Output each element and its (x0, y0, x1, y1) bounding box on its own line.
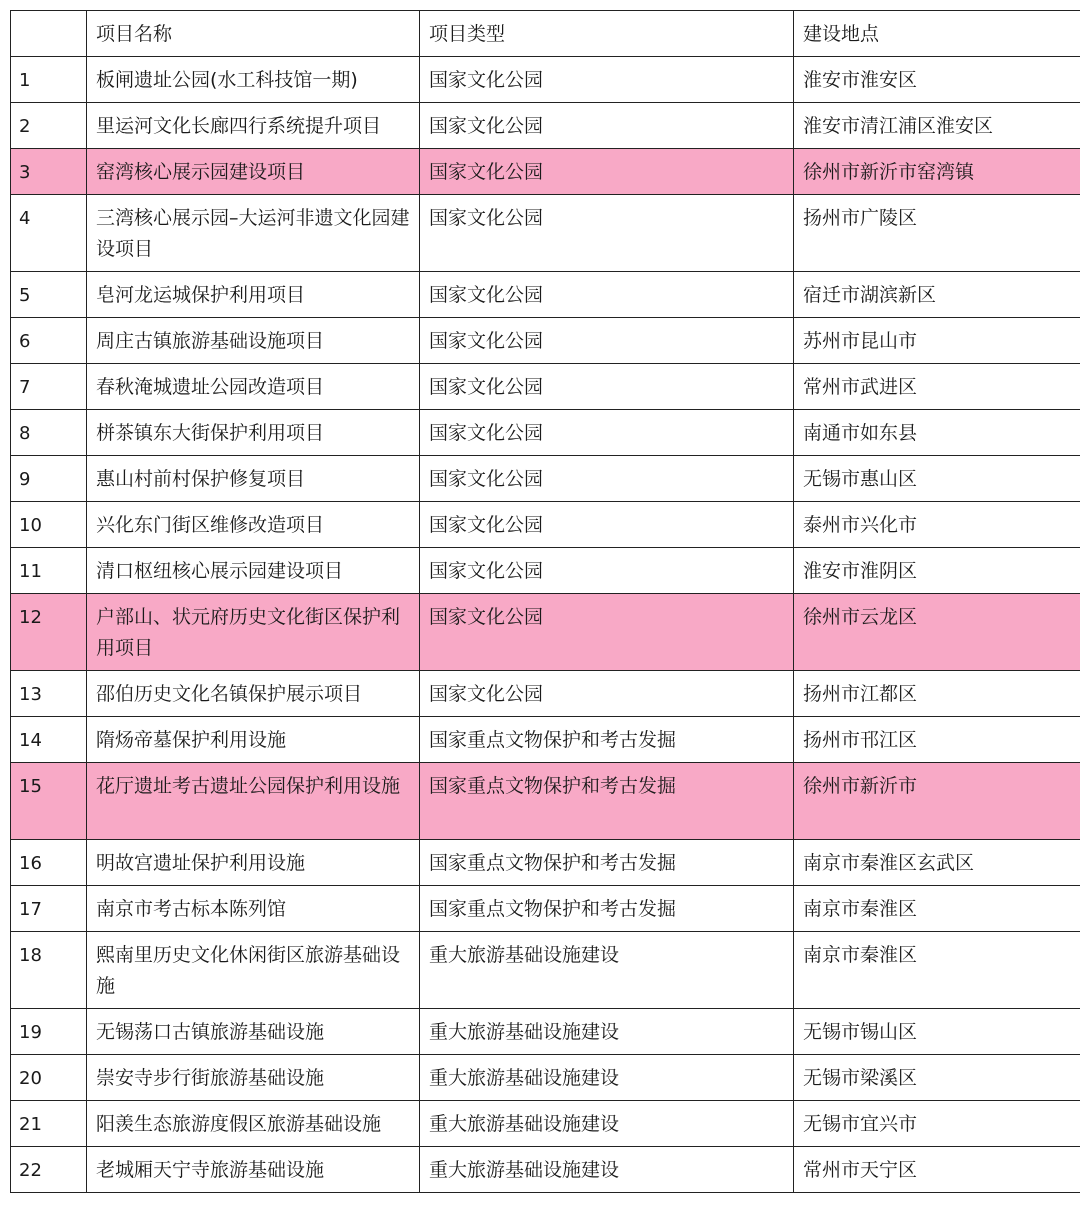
row-no: 5 (11, 272, 87, 318)
table-row (11, 502, 1080, 548)
row-project-type: 国家文化公园 (420, 594, 794, 671)
row-no: 11 (11, 548, 87, 594)
row-project-name: 窑湾核心展示园建设项目 (87, 149, 420, 195)
row-no: 13 (11, 671, 87, 717)
header-project-name: 项目名称 (87, 11, 420, 57)
table-row (11, 410, 1080, 456)
row-location: 扬州市广陵区 (794, 195, 1080, 272)
table-row (11, 1055, 1080, 1101)
row-location: 淮安市淮阴区 (794, 548, 1080, 594)
row-project-name: 老城厢天宁寺旅游基础设施 (87, 1147, 420, 1193)
row-project-type: 国家重点文物保护和考古发掘 (420, 717, 794, 763)
row-project-name: 板闸遗址公园(水工科技馆一期) (87, 57, 420, 103)
row-project-name: 春秋淹城遗址公园改造项目 (87, 364, 420, 410)
row-no: 14 (11, 717, 87, 763)
row-no: 21 (11, 1101, 87, 1147)
row-location: 淮安市淮安区 (794, 57, 1080, 103)
row-project-type: 国家文化公园 (420, 149, 794, 195)
table-row (11, 272, 1080, 318)
table-row (11, 548, 1080, 594)
project-table (10, 10, 1080, 1193)
row-no: 10 (11, 502, 87, 548)
row-no: 19 (11, 1009, 87, 1055)
row-project-name: 惠山村前村保护修复项目 (87, 456, 420, 502)
row-no: 3 (11, 149, 87, 195)
row-location: 常州市武进区 (794, 364, 1080, 410)
row-location: 南通市如东县 (794, 410, 1080, 456)
table-row (11, 886, 1080, 932)
project-table-sheet (10, 10, 1070, 1193)
row-project-type: 国家文化公园 (420, 548, 794, 594)
row-project-type: 国家文化公园 (420, 502, 794, 548)
row-project-name: 无锡荡口古镇旅游基础设施 (87, 1009, 420, 1055)
row-project-type: 国家文化公园 (420, 410, 794, 456)
row-no: 9 (11, 456, 87, 502)
table-row (11, 1009, 1080, 1055)
table-row (11, 1147, 1080, 1193)
row-project-type: 重大旅游基础设施建设 (420, 1147, 794, 1193)
table-row (11, 717, 1080, 763)
row-location: 无锡市锡山区 (794, 1009, 1080, 1055)
row-project-name: 熙南里历史文化休闲街区旅游基础设施 (87, 932, 420, 1009)
row-project-type: 国家文化公园 (420, 671, 794, 717)
row-location: 徐州市新沂市窑湾镇 (794, 149, 1080, 195)
row-no: 6 (11, 318, 87, 364)
table-row (11, 195, 1080, 272)
header-no (11, 11, 87, 57)
row-location: 南京市秦淮区 (794, 932, 1080, 1009)
row-project-name: 邵伯历史文化名镇保护展示项目 (87, 671, 420, 717)
row-no: 20 (11, 1055, 87, 1101)
header-project-type: 项目类型 (420, 11, 794, 57)
row-project-type: 重大旅游基础设施建设 (420, 1009, 794, 1055)
row-project-type: 国家文化公园 (420, 103, 794, 149)
row-no: 15 (11, 763, 87, 840)
table-row-highlighted (11, 763, 1080, 840)
row-project-name: 三湾核心展示园–大运河非遗文化园建设项目 (87, 195, 420, 272)
row-no: 22 (11, 1147, 87, 1193)
row-location: 泰州市兴化市 (794, 502, 1080, 548)
row-project-type: 国家文化公园 (420, 57, 794, 103)
row-project-type: 国家重点文物保护和考古发掘 (420, 886, 794, 932)
row-no: 7 (11, 364, 87, 410)
row-location: 徐州市新沂市 (794, 763, 1080, 840)
row-no: 8 (11, 410, 87, 456)
row-project-type: 重大旅游基础设施建设 (420, 1101, 794, 1147)
row-project-name: 里运河文化长廊四行系统提升项目 (87, 103, 420, 149)
row-no: 2 (11, 103, 87, 149)
row-project-name: 户部山、状元府历史文化街区保护利用项目 (87, 594, 420, 671)
row-location: 无锡市宜兴市 (794, 1101, 1080, 1147)
row-project-type: 国家文化公园 (420, 364, 794, 410)
row-project-name: 崇安寺步行街旅游基础设施 (87, 1055, 420, 1101)
row-location: 苏州市昆山市 (794, 318, 1080, 364)
table-row (11, 318, 1080, 364)
row-project-name: 隋炀帝墓保护利用设施 (87, 717, 420, 763)
row-project-name: 栟茶镇东大街保护利用项目 (87, 410, 420, 456)
row-project-name: 周庄古镇旅游基础设施项目 (87, 318, 420, 364)
row-project-type: 国家文化公园 (420, 318, 794, 364)
table-row (11, 57, 1080, 103)
table-row-highlighted (11, 594, 1080, 671)
row-project-type: 国家文化公园 (420, 272, 794, 318)
row-project-name: 阳羡生态旅游度假区旅游基础设施 (87, 1101, 420, 1147)
row-location: 无锡市惠山区 (794, 456, 1080, 502)
header-location: 建设地点 (794, 11, 1080, 57)
table-row-highlighted (11, 149, 1080, 195)
row-project-type: 重大旅游基础设施建设 (420, 932, 794, 1009)
table-row (11, 671, 1080, 717)
row-project-type: 重大旅游基础设施建设 (420, 1055, 794, 1101)
row-project-name: 明故宫遗址保护利用设施 (87, 840, 420, 886)
row-project-type: 国家重点文物保护和考古发掘 (420, 840, 794, 886)
table-row (11, 103, 1080, 149)
table-row (11, 364, 1080, 410)
row-project-name: 皂河龙运城保护利用项目 (87, 272, 420, 318)
row-no: 18 (11, 932, 87, 1009)
row-location: 淮安市清江浦区淮安区 (794, 103, 1080, 149)
row-project-name: 南京市考古标本陈列馆 (87, 886, 420, 932)
table-header-row (11, 11, 1080, 57)
row-project-type: 国家文化公园 (420, 456, 794, 502)
row-location: 常州市天宁区 (794, 1147, 1080, 1193)
table-row (11, 840, 1080, 886)
row-location: 扬州市江都区 (794, 671, 1080, 717)
row-no: 1 (11, 57, 87, 103)
row-project-type: 国家文化公园 (420, 195, 794, 272)
row-no: 12 (11, 594, 87, 671)
table-row (11, 1101, 1080, 1147)
row-location: 南京市秦淮区 (794, 886, 1080, 932)
table-row (11, 456, 1080, 502)
table-row (11, 932, 1080, 1009)
row-no: 4 (11, 195, 87, 272)
row-project-name: 兴化东门街区维修改造项目 (87, 502, 420, 548)
row-no: 17 (11, 886, 87, 932)
row-location: 扬州市邗江区 (794, 717, 1080, 763)
row-project-name: 清口枢纽核心展示园建设项目 (87, 548, 420, 594)
row-project-name: 花厅遗址考古遗址公园保护利用设施 (87, 763, 420, 840)
row-location: 无锡市梁溪区 (794, 1055, 1080, 1101)
row-project-type: 国家重点文物保护和考古发掘 (420, 763, 794, 840)
row-no: 16 (11, 840, 87, 886)
row-location: 宿迁市湖滨新区 (794, 272, 1080, 318)
row-location: 徐州市云龙区 (794, 594, 1080, 671)
row-location: 南京市秦淮区玄武区 (794, 840, 1080, 886)
